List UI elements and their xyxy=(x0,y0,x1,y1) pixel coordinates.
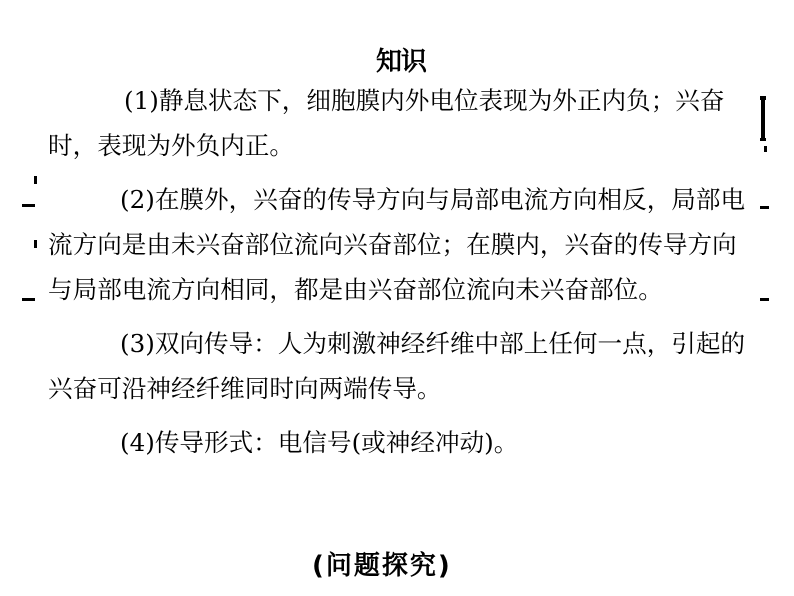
cropped-footer-label: (问题探究) xyxy=(312,551,452,581)
left-edge-tick xyxy=(34,240,37,248)
paragraph-conduction-direction: (2)在膜外，兴奋的传导方向与局部电流方向相反，局部电流方向是由未兴奋部位流向兴奋部位；在膜内，兴奋的传导方向与局部电流方向相同，都是由兴奋部位流向未兴奋部位。 xyxy=(48,185,746,304)
left-edge-tick xyxy=(34,176,37,184)
paragraph-conduction-form: (4)传导形式：电信号(或神经冲动)。 xyxy=(120,428,519,457)
text-body xyxy=(48,78,748,465)
right-edge-mark xyxy=(760,206,769,209)
right-edge-bar xyxy=(761,96,765,140)
left-edge-mark xyxy=(22,298,35,301)
paragraph-resting-potential: (1)静息状态下，细胞膜内外电位表现为外正内负；兴奋时，表现为外负内正。 xyxy=(48,86,725,160)
right-edge-tick xyxy=(764,146,767,152)
cropped-header-text: 知识 xyxy=(376,47,427,77)
left-edge-mark xyxy=(22,204,35,207)
right-edge-mark xyxy=(760,138,766,141)
paragraph-bidirectional-conduction: (3)双向传导：人为刺激神经纤维中部上任何一点，引起的兴奋可沿神经纤维同时向两端传导。 xyxy=(48,329,746,403)
cropped-footer-text xyxy=(312,545,522,581)
right-edge-mark xyxy=(760,298,769,301)
